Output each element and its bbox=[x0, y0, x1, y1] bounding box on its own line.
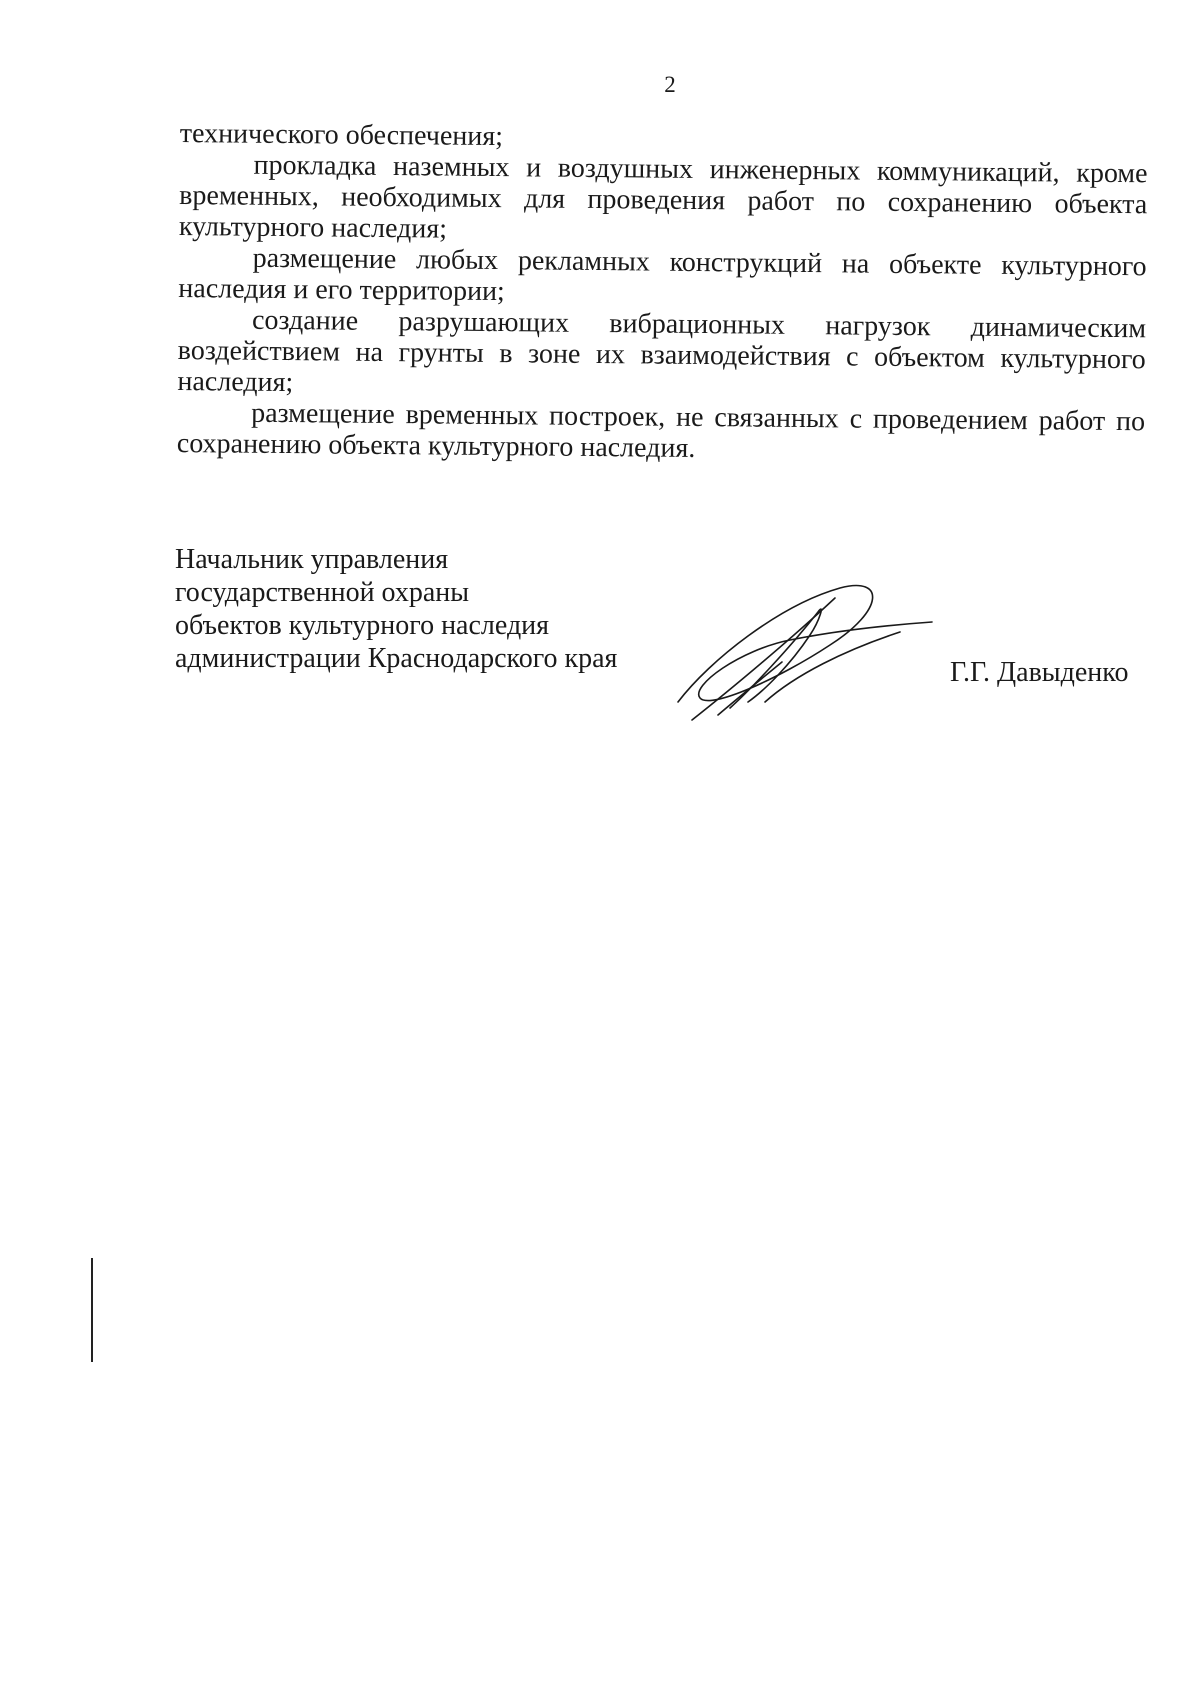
paragraph-advertising: размещение любых рекламных конструкций на объекте культурного наследия и его территории; bbox=[178, 242, 1147, 308]
paragraph-continuation: технического обеспечения; bbox=[179, 118, 504, 153]
signer-name: Г.Г. Давыденко bbox=[950, 657, 1129, 688]
paragraph-vibration: создание разрушающих вибрационных нагрузок динамическим воздействием на грунты в зоне их взаимодействия с объектом культурного наследия; bbox=[177, 304, 1147, 399]
document-body bbox=[177, 118, 1148, 468]
signatory-title-line: объектов культурного наследия bbox=[175, 610, 550, 641]
signatory-title bbox=[175, 543, 617, 675]
handwritten-signature-icon bbox=[670, 580, 940, 730]
page-number: 2 bbox=[664, 72, 676, 97]
signatory-title-line: Начальник управления bbox=[175, 544, 449, 575]
signatory-title-line: администрации Краснодарского края bbox=[175, 643, 618, 674]
margin-line bbox=[91, 1258, 93, 1362]
signatory-title-line: государственной охраны bbox=[175, 577, 470, 608]
paragraph-temporary-buildings: размещение временных построек, не связанных с проведением работ по сохранению объекта культурного наследия. bbox=[176, 397, 1146, 464]
paragraph-utilities: прокладка наземных и воздушных инженерных коммуникаций, кроме временных, необходимых для проведения работ по сохранению объекта культурного наследия; bbox=[178, 149, 1148, 245]
